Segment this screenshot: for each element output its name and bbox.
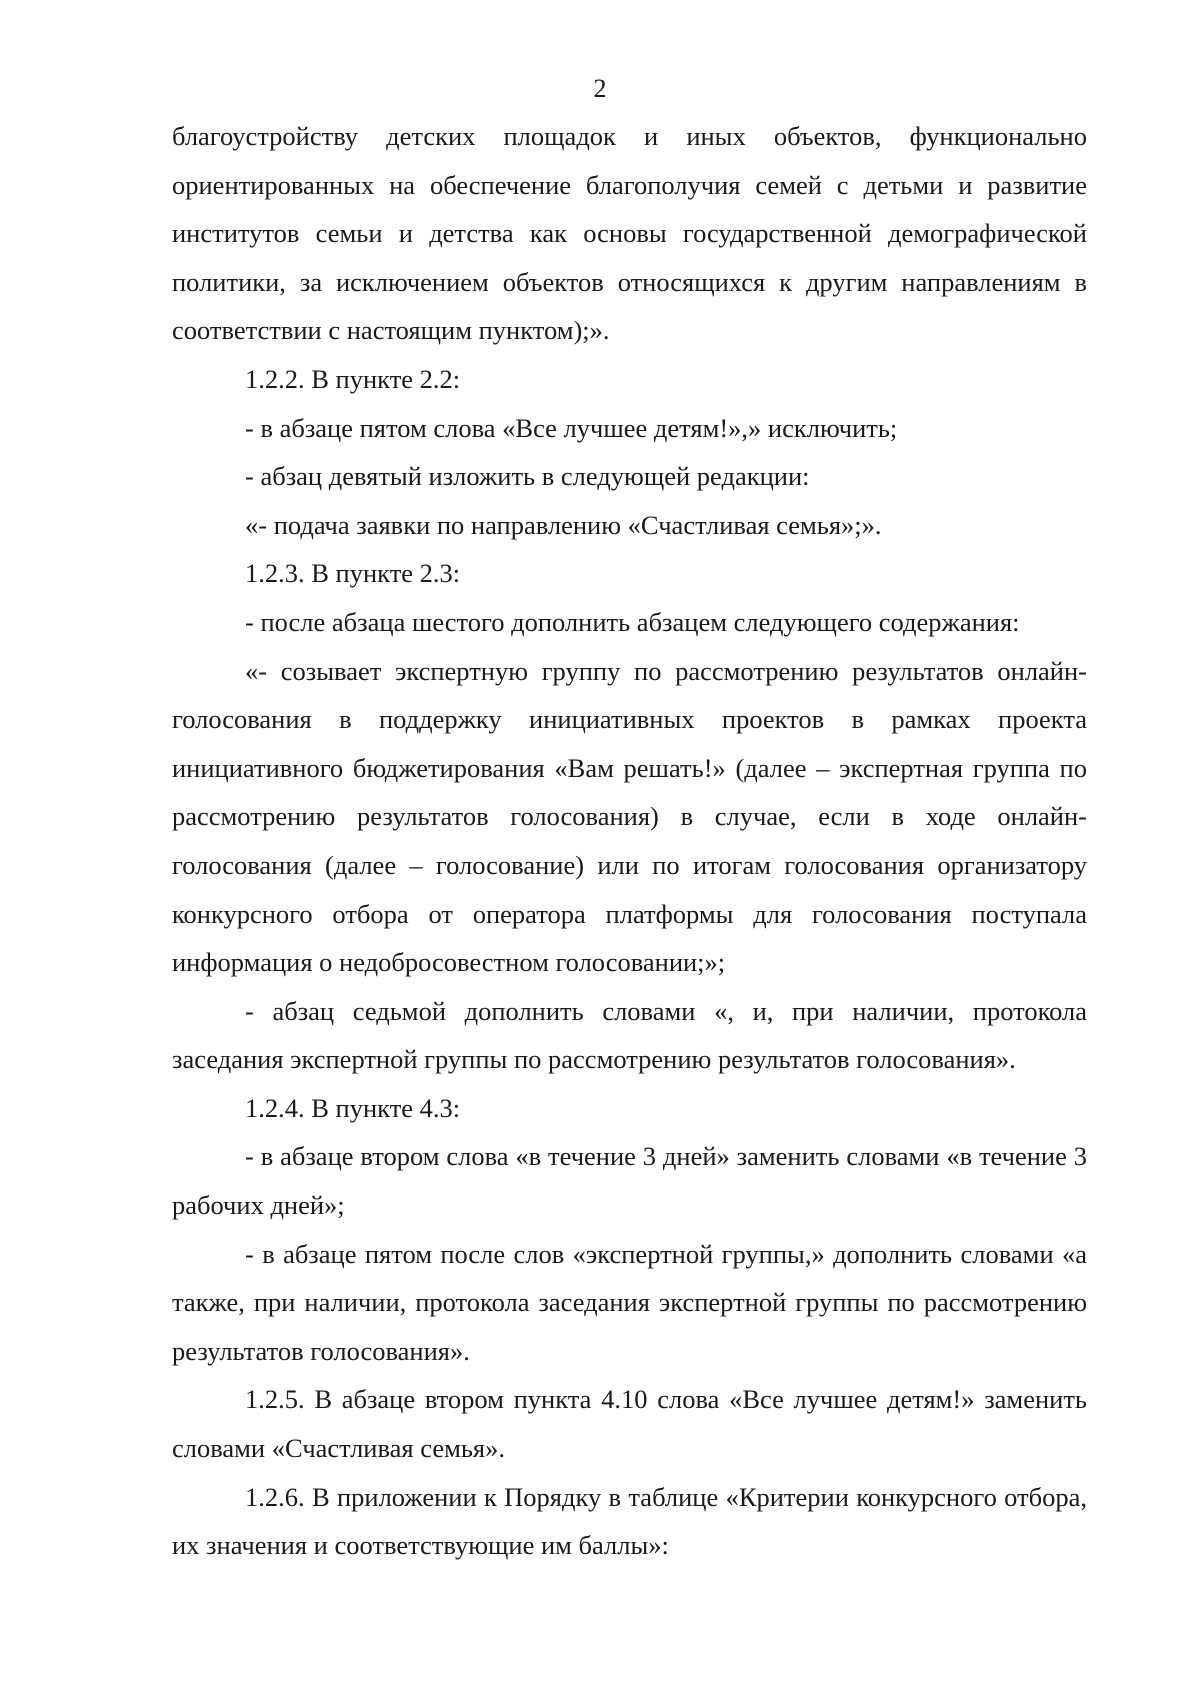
page-number: 2 (593, 74, 607, 103)
paragraph-continuation: благоустройству детских площадок и иных объектов, функционально ориентированных на обеспечение благополучия семей с детьми и развитие институтов семьи и детства как основы государственной демографической политики, за исключением объектов относящихся к другим направлениям в соответствии с настоящим пунктом);». (172, 121, 1087, 346)
paragraph-1-2-5: 1.2.5. В абзаце втором пункта 4.10 слова «Все лучшее детям!» заменить словами «Счастливая семья». (172, 1384, 1087, 1464)
paragraph-2-2-abzac-5: - в абзаце пятом слова «Все лучшее детям!»,» исключить; (245, 412, 898, 443)
paragraph-2-2-abzac-9: - абзац девятый изложить в следующей редакции: (245, 461, 810, 492)
paragraph-2-3-abzac-7: - абзац седьмой дополнить словами «, и, при наличии, протокола заседания экспертной группы по рассмотрению результатов голосования». (172, 995, 1087, 1075)
paragraph-2-2-abzac-9-text: «- подача заявки по направлению «Счастливая семья»;». (245, 509, 882, 540)
paragraph-1-2-2: 1.2.2. В пункте 2.2: (245, 363, 461, 394)
paragraph-1-2-3: 1.2.3. В пункте 2.3: (245, 558, 461, 589)
paragraph-1-2-6: 1.2.6. В приложении к Порядку в таблице «Критерии конкурсного отбора, их значения и соответствующие им баллы»: (172, 1481, 1087, 1561)
paragraph-2-3-after-abzac-6: - после абзаца шестого дополнить абзацем следующего содержания: (245, 606, 1020, 637)
document-body (172, 112, 1087, 1570)
paragraph-4-3-abzac-5: - в абзаце пятом после слов «экспертной группы,» дополнить словами «а также, при наличии, протокола заседания экспертной группы по рассмотрению результатов голосования». (172, 1238, 1087, 1366)
paragraph-2-3-new-abzac: «- созывает экспертную группу по рассмотрению результатов онлайн-голосования в поддержку инициативных проектов в рамках проекта инициативного бюджетирования «Вам решать!» (далее – экспертная группа по рассмотрению результатов голосования) в случае, если в ходе онлайн-голосования (далее – голосование) или по итогам голосования организатору конкурсного отбора от оператора платформы для голосования поступала информация о недобросовестном голосовании;»; (172, 655, 1087, 978)
paragraph-1-2-4: 1.2.4. В пункте 4.3: (245, 1092, 461, 1123)
paragraph-4-3-abzac-2: - в абзаце втором слова «в течение 3 дней» заменить словами «в течение 3 рабочих дней»; (172, 1141, 1087, 1221)
